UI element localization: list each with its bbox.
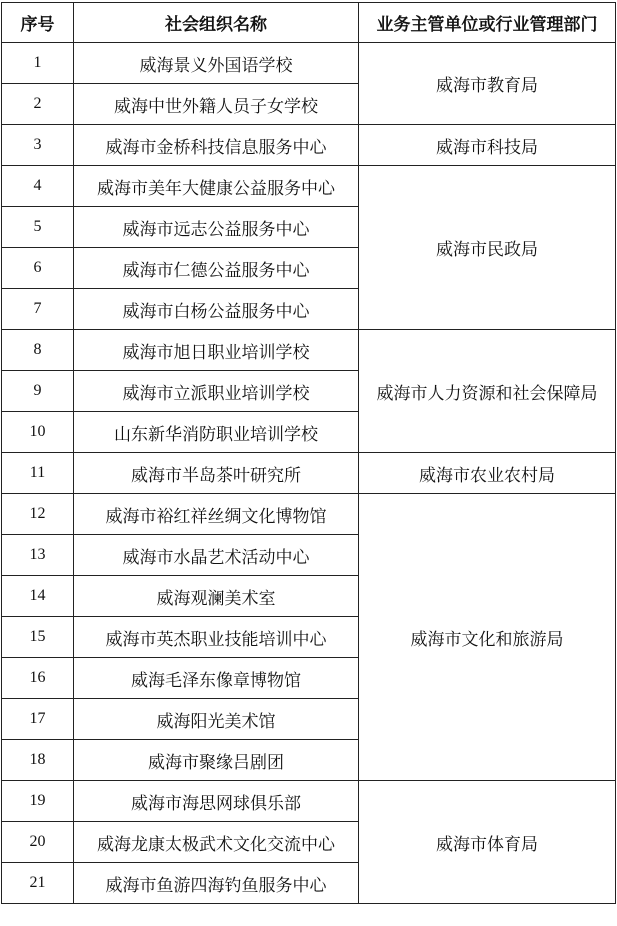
row-number: 6 xyxy=(2,248,74,289)
row-number: 20 xyxy=(2,822,74,863)
organization-name: 威海市聚缘吕剧团 xyxy=(74,740,359,781)
table-row xyxy=(2,43,616,84)
row-number: 9 xyxy=(2,371,74,412)
organization-name: 威海中世外籍人员子女学校 xyxy=(74,84,359,125)
table-row xyxy=(2,781,616,822)
table-row xyxy=(2,330,616,371)
row-number: 2 xyxy=(2,84,74,125)
row-number: 12 xyxy=(2,494,74,535)
organization-name: 威海市远志公益服务中心 xyxy=(74,207,359,248)
organization-name: 威海毛泽东像章博物馆 xyxy=(74,658,359,699)
row-number: 13 xyxy=(2,535,74,576)
row-number: 21 xyxy=(2,863,74,904)
organization-name: 威海市英杰职业技能培训中心 xyxy=(74,617,359,658)
row-number: 8 xyxy=(2,330,74,371)
organization-name: 威海市鱼游四海钓鱼服务中心 xyxy=(74,863,359,904)
header-number: 序号 xyxy=(2,3,74,43)
row-number: 11 xyxy=(2,453,74,494)
row-number: 3 xyxy=(2,125,74,166)
department-name: 威海市文化和旅游局 xyxy=(359,494,616,781)
organization-name: 威海市立派职业培训学校 xyxy=(74,371,359,412)
organization-name: 威海市海思网球俱乐部 xyxy=(74,781,359,822)
row-number: 16 xyxy=(2,658,74,699)
organization-name: 威海市美年大健康公益服务中心 xyxy=(74,166,359,207)
organization-name: 威海市裕红祥丝绸文化博物馆 xyxy=(74,494,359,535)
table-header-row xyxy=(2,3,616,43)
table-row xyxy=(2,125,616,166)
table-row xyxy=(2,494,616,535)
table-row xyxy=(2,166,616,207)
department-name: 威海市体育局 xyxy=(359,781,616,904)
department-name: 威海市科技局 xyxy=(359,125,616,166)
department-name: 威海市教育局 xyxy=(359,43,616,125)
organization-name: 威海市水晶艺术活动中心 xyxy=(74,535,359,576)
organization-name: 威海市白杨公益服务中心 xyxy=(74,289,359,330)
organization-name: 威海龙康太极武术文化交流中心 xyxy=(74,822,359,863)
department-name: 威海市农业农村局 xyxy=(359,453,616,494)
organization-name: 威海市金桥科技信息服务中心 xyxy=(74,125,359,166)
row-number: 17 xyxy=(2,699,74,740)
row-number: 15 xyxy=(2,617,74,658)
header-organization-name: 社会组织名称 xyxy=(74,3,359,43)
row-number: 4 xyxy=(2,166,74,207)
table-row xyxy=(2,453,616,494)
organization-name: 山东新华消防职业培训学校 xyxy=(74,412,359,453)
table-body xyxy=(2,43,616,904)
organization-name: 威海观澜美术室 xyxy=(74,576,359,617)
organization-table xyxy=(1,2,616,904)
organization-name: 威海景义外国语学校 xyxy=(74,43,359,84)
row-number: 14 xyxy=(2,576,74,617)
row-number: 10 xyxy=(2,412,74,453)
department-name: 威海市人力资源和社会保障局 xyxy=(359,330,616,453)
row-number: 7 xyxy=(2,289,74,330)
organization-name: 威海阳光美术馆 xyxy=(74,699,359,740)
organization-name: 威海市仁德公益服务中心 xyxy=(74,248,359,289)
organization-name: 威海市半岛茶叶研究所 xyxy=(74,453,359,494)
row-number: 19 xyxy=(2,781,74,822)
department-name: 威海市民政局 xyxy=(359,166,616,330)
row-number: 18 xyxy=(2,740,74,781)
row-number: 1 xyxy=(2,43,74,84)
header-department: 业务主管单位或行业管理部门 xyxy=(359,3,616,43)
row-number: 5 xyxy=(2,207,74,248)
organization-name: 威海市旭日职业培训学校 xyxy=(74,330,359,371)
